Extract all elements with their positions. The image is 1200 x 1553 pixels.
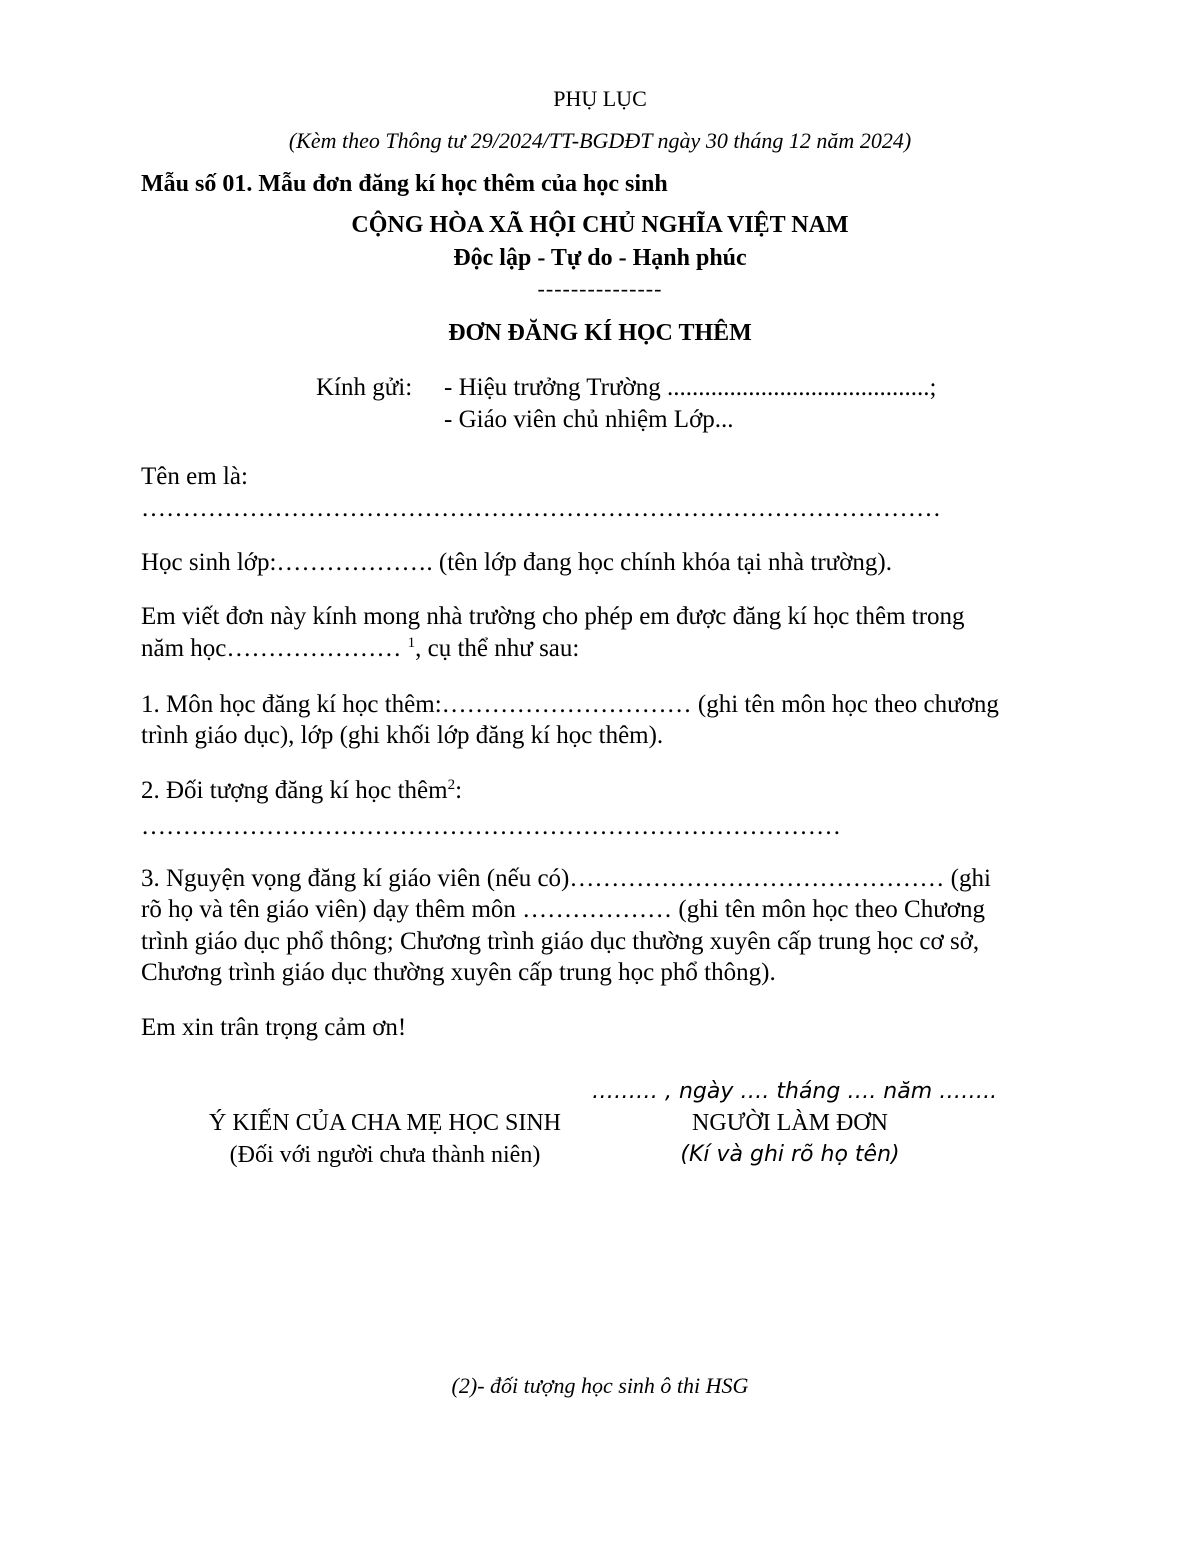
name-blank: …………………………………………………………………………………… (141, 495, 941, 522)
item-3-line-4: Chương trình giáo dục thường xuyên cấp trung học phổ thông). (141, 959, 776, 986)
school-year-blank: năm học………………… (141, 635, 408, 662)
date-place-line: ……… , ngày …. tháng …. năm …….. (592, 1079, 998, 1104)
name-label: Tên em là: (141, 463, 248, 490)
item-2-colon: : (455, 777, 463, 804)
footnote-ref-1: 1 (407, 635, 416, 651)
item-1-line-2: trình giáo dục), lớp (ghi khối lớp đăng kí học thêm). (141, 722, 664, 749)
parent-opinion-block (100, 1107, 670, 1171)
footnote-text: (2)- đối tượng học sinh ô thi HSG (451, 1373, 749, 1398)
applicant-title: NGƯỜI LÀM ĐƠN (692, 1110, 888, 1136)
addressee-homeroom-teacher: - Giáo viên chủ nhiệm Lớp... (444, 406, 734, 433)
request-line-1: Em viết đơn này kính mong nhà trường cho phép em được đăng kí học thêm trong (141, 603, 965, 630)
item-1-line-1: 1. Môn học đăng kí học thêm:………………………… (ghi tên môn học theo chương (141, 691, 999, 718)
addressee-principal: - Hiệu trưởng Trường ..........................................; (444, 374, 937, 401)
request-line-2 (141, 633, 579, 664)
item-2-label (141, 775, 462, 806)
form-number: Mẫu số 01. Mẫu đơn đăng kí học thêm của học sinh (141, 171, 668, 197)
item-3-line-2: rõ họ và tên giáo viên) dạy thêm môn ……………… (ghi tên môn học theo Chương (141, 896, 985, 923)
item-2-blank: ………………………………………………………………………… (141, 813, 841, 840)
appendix-title: PHỤ LỤC (553, 86, 647, 111)
applicant-note: (Kí và ghi rõ họ tên) (680, 1142, 900, 1167)
national-motto: Độc lập - Tự do - Hạnh phúc (453, 245, 747, 271)
class-line: Học sinh lớp:………………. (tên lớp đang học chính khóa tại nhà trường). (141, 549, 893, 576)
country-name: CỘNG HÒA XÃ HỘI CHỦ NGHĨA VIỆT NAM (351, 212, 849, 238)
parent-opinion-note: (Đối với người chưa thành niên) (229, 1142, 541, 1168)
addressee-label: Kính gửi: (316, 374, 413, 401)
item-2-text: 2. Đối tượng đăng kí học thêm (141, 777, 448, 804)
parent-opinion-title: Ý KIẾN CỦA CHA MẸ HỌC SINH (208, 1110, 562, 1136)
request-line-2-tail: , cụ thể như sau: (415, 635, 580, 662)
item-3-line-3: trình giáo dục phổ thông; Chương trình giáo dục thường xuyên cấp trung học cơ sở, (141, 928, 980, 955)
closing-thanks: Em xin trân trọng cảm ơn! (141, 1014, 407, 1041)
applicant-block (590, 1107, 990, 1171)
footnote-ref-2: 2 (447, 777, 456, 793)
appendix-reference: (Kèm theo Thông tư 29/2024/TT-BGDĐT ngày 30 tháng 12 năm 2024) (288, 128, 912, 153)
header-separator: --------------- (537, 276, 663, 301)
item-3-line-1: 3. Nguyện vọng đăng kí giáo viên (nếu có)……………………………………… (ghi (141, 865, 991, 892)
document-title: ĐƠN ĐĂNG KÍ HỌC THÊM (448, 320, 752, 346)
